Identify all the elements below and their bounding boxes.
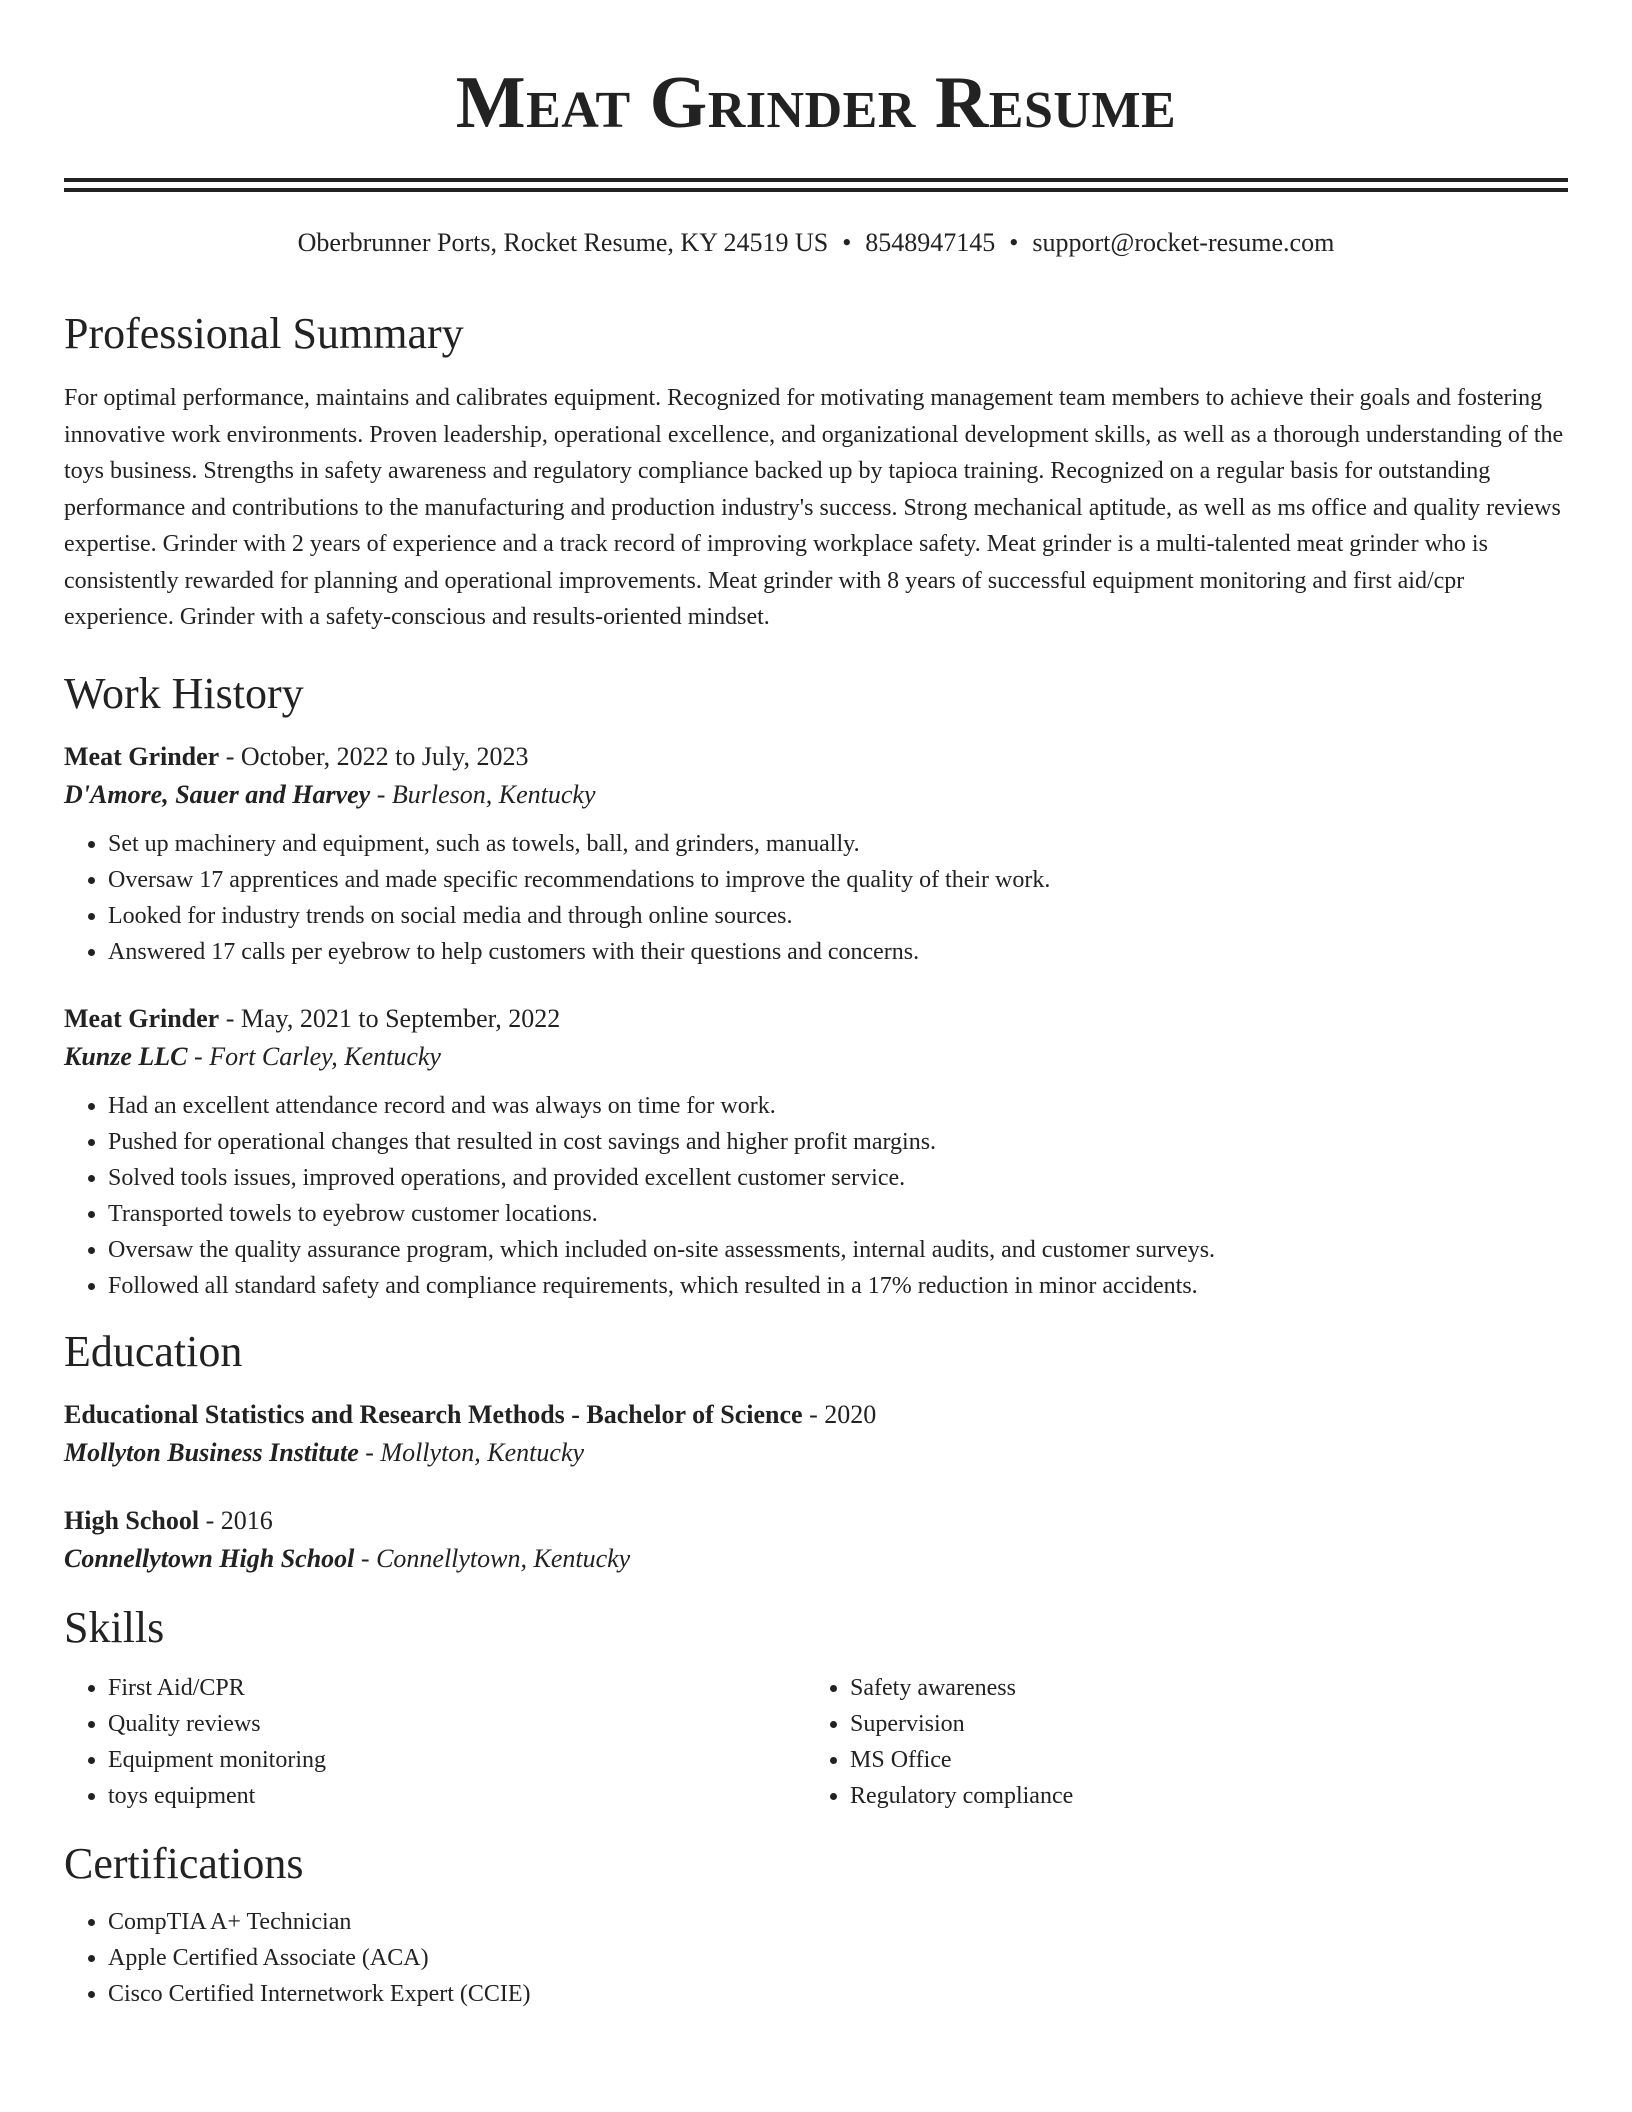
graduation-year: - 2020 xyxy=(802,1399,877,1429)
certifications-section xyxy=(64,1836,1568,2012)
employer-line xyxy=(64,776,1568,814)
skills-section xyxy=(64,1600,1568,1814)
employer-name: D'Amore, Sauer and Harvey xyxy=(64,779,371,809)
list-item: • Cisco Certified Internetwork Expert (CCIE) xyxy=(108,1976,1568,2012)
list-item: • Supervision xyxy=(850,1706,1548,1742)
school-location: - Mollyton, Kentucky xyxy=(358,1437,585,1467)
work-history-section xyxy=(64,666,1568,1304)
list-item: • Regulatory compliance xyxy=(850,1778,1548,1814)
employer-name: Kunze LLC xyxy=(64,1041,188,1071)
list-item: • Equipment monitoring xyxy=(108,1742,806,1778)
skills-grid xyxy=(64,1670,1568,1814)
list-item: • toys equipment xyxy=(108,1778,806,1814)
degree-line xyxy=(64,1396,1568,1434)
job-dates: - May, 2021 to September, 2022 xyxy=(219,1003,561,1033)
list-item: • Transported towels to eyebrow customer locations. xyxy=(108,1196,1568,1232)
contact-separator: • xyxy=(1009,228,1019,257)
employer-location: - Burleson, Kentucky xyxy=(370,779,596,809)
school-name: Connellytown High School xyxy=(64,1543,355,1573)
certifications-heading: Certifications xyxy=(64,1838,304,1888)
list-item: • Answered 17 calls per eyebrow to help customers with their questions and concerns. xyxy=(108,934,1568,970)
skills-column-left xyxy=(64,1670,806,1814)
job-duties xyxy=(64,826,1568,970)
contact-line xyxy=(64,226,1568,260)
list-item: • CompTIA A+ Technician xyxy=(108,1904,1568,1940)
work-history-heading: Work History xyxy=(64,668,304,718)
job-entry xyxy=(64,1000,1568,1304)
list-item: • Had an excellent attendance record and was always on time for work. xyxy=(108,1088,1568,1124)
job-title: Meat Grinder xyxy=(64,741,220,771)
list-item: • First Aid/CPR xyxy=(108,1670,806,1706)
degree-name: Educational Statistics and Research Methods - Bachelor of Science xyxy=(64,1399,803,1429)
education-section xyxy=(64,1324,1568,1578)
job-title-line xyxy=(64,1000,1568,1038)
certifications-list xyxy=(64,1904,1568,2012)
contact-email: support@rocket-resume.com xyxy=(1032,228,1335,257)
list-item: • Quality reviews xyxy=(108,1706,806,1742)
list-item: • Apple Certified Associate (ACA) xyxy=(108,1940,1568,1976)
school-line xyxy=(64,1540,1568,1578)
list-item: • Pushed for operational changes that resulted in cost savings and higher profit margins. xyxy=(108,1124,1568,1160)
summary-text: For optimal performance, maintains and calibrates equipment. Recognized for motivating management team members to achieve their goals and fostering innovative work environments. Proven leadership, operational excellence, and organizational development skills, as well as a thorough understanding of the toys business. Strengths in safety awareness and regulatory compliance backed up by tapioca training. Recognized on a regular basis for outstanding performance and contributions to the manufacturing and production industry's success. Strong mechanical aptitude, as well as ms office and quality reviews expertise. Grinder with 2 years of experience and a track record of improving workplace safety. Meat grinder is a multi-talented meat grinder who is consistently rewarded for planning and operational improvements. Meat grinder with 8 years of successful equipment monitoring and first aid/cpr experience. Grinder with a safety-conscious and results-oriented mindset. xyxy=(64,385,1564,630)
resume-title: Meat Grinder Resume xyxy=(455,62,1177,144)
school-location: - Connellytown, Kentucky xyxy=(354,1543,631,1573)
list-item: • MS Office xyxy=(850,1742,1548,1778)
skills-column-right xyxy=(806,1670,1548,1814)
education-heading: Education xyxy=(64,1326,243,1376)
contact-phone: 8548947145 xyxy=(865,228,996,257)
graduation-year: - 2016 xyxy=(199,1505,273,1535)
contact-separator: • xyxy=(842,228,852,257)
degree-name: High School xyxy=(64,1505,200,1535)
school-line xyxy=(64,1434,1568,1472)
summary-section xyxy=(64,306,1568,636)
list-item: • Set up machinery and equipment, such as towels, ball, and grinders, manually. xyxy=(108,826,1568,862)
list-item: • Solved tools issues, improved operations, and provided excellent customer service. xyxy=(108,1160,1568,1196)
job-entry xyxy=(64,738,1568,970)
education-entry xyxy=(64,1396,1568,1472)
education-entry xyxy=(64,1502,1568,1578)
employer-line xyxy=(64,1038,1568,1076)
summary-heading: Professional Summary xyxy=(64,309,464,358)
title-divider-bottom xyxy=(64,188,1568,192)
list-item: • Followed all standard safety and compliance requirements, which resulted in a 17% reduction in minor accidents. xyxy=(108,1268,1568,1304)
list-item: • Oversaw 17 apprentices and made specific recommendations to improve the quality of their work. xyxy=(108,862,1568,898)
contact-address: Oberbrunner Ports, Rocket Resume, KY 24519 US xyxy=(297,228,829,257)
job-dates: - October, 2022 to July, 2023 xyxy=(219,741,529,771)
degree-line xyxy=(64,1502,1568,1540)
employer-location: - Fort Carley, Kentucky xyxy=(187,1041,441,1071)
list-item: • Oversaw the quality assurance program, which included on-site assessments, internal audits, and customer surveys. xyxy=(108,1232,1568,1268)
school-name: Mollyton Business Institute xyxy=(64,1437,359,1467)
list-item: • Looked for industry trends on social media and through online sources. xyxy=(108,898,1568,934)
skills-heading: Skills xyxy=(64,1602,165,1652)
title-divider-top xyxy=(64,178,1568,182)
list-item: • Safety awareness xyxy=(850,1670,1548,1706)
job-title-line xyxy=(64,738,1568,776)
job-duties xyxy=(64,1088,1568,1304)
job-title: Meat Grinder xyxy=(64,1003,220,1033)
